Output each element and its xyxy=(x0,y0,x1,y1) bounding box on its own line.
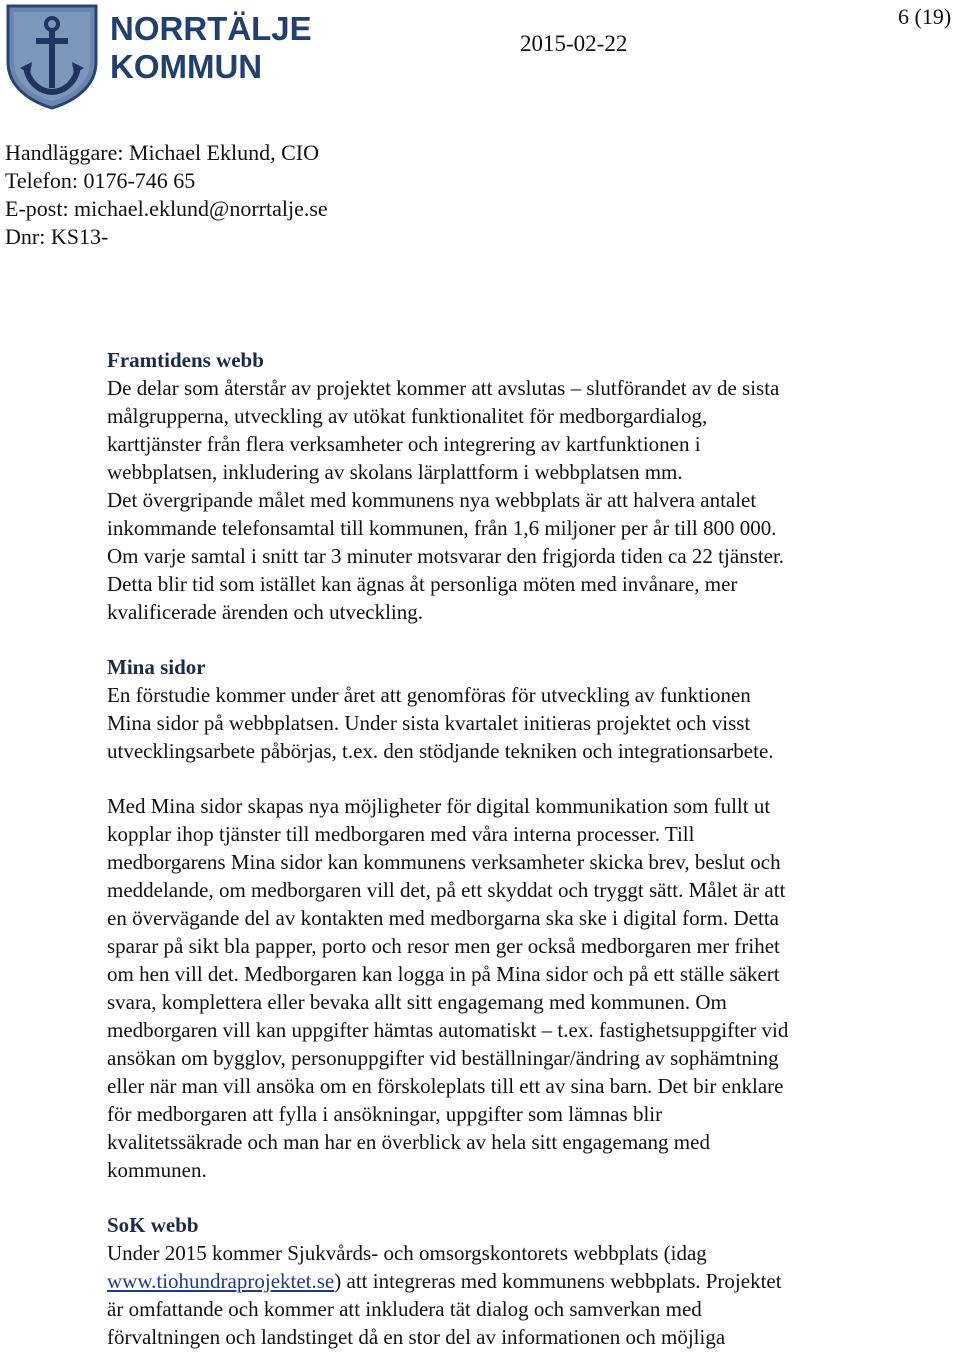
logo-line-2: KOMMUN xyxy=(110,48,263,85)
paragraph-line: Det övergripande målet med kommunens nya webbplats är att halvera antalet xyxy=(107,488,757,512)
heading-sok-webb: SoK webb xyxy=(107,1213,199,1237)
heading-framtidens-webb: Framtidens webb xyxy=(107,348,264,372)
paragraph-line: sparar på sikt bla papper, porto och resor men ger också medborgaren mer frihet xyxy=(107,934,780,958)
paragraph-line: för medborgaren att fylla i ansökningar, uppgifter som lämnas blir xyxy=(107,1102,663,1126)
logo-line-1: NORRTÄLJE xyxy=(110,10,312,47)
paragraph-text: ) att integreras med kommunens webbplats. Projektet xyxy=(334,1269,782,1293)
spacer xyxy=(107,1184,907,1211)
spacer xyxy=(107,765,907,792)
logo xyxy=(2,2,312,114)
document-body xyxy=(107,346,907,1351)
paragraph-line: En förstudie kommer under året att genomföras för utveckling av funktionen xyxy=(107,683,751,707)
spacer xyxy=(107,626,907,653)
paragraph-line: medborgaren vill kan uppgifter hämtas automatiskt – t.ex. fastighetsuppgifter vid xyxy=(107,1018,789,1042)
handler: Handläggare: Michael Eklund, CIO xyxy=(5,140,320,165)
paragraph-line-with-link xyxy=(107,1267,907,1295)
paragraph-line: meddelande, om medborgaren vill det, på ett skyddat och tryggt sätt. Målet är att xyxy=(107,878,786,902)
paragraph-line: kvalificerade ärenden och utveckling. xyxy=(107,600,424,624)
paragraph-line: Detta blir tid som istället kan ägnas åt personliga möten med invånare, mer xyxy=(107,572,738,596)
phone: Telefon: 0176-746 65 xyxy=(5,168,196,193)
dnr: Dnr: KS13- xyxy=(5,224,109,249)
heading-mina-sidor: Mina sidor xyxy=(107,655,206,679)
paragraph-line: inkommande telefonsamtal till kommunen, från 1,6 miljoner per år till 800 000. xyxy=(107,516,777,540)
paragraph-line: är omfattande och kommer att inkludera tät dialog och samverkan med xyxy=(107,1297,702,1321)
email: E-post: michael.eklund@norrtalje.se xyxy=(5,196,328,221)
coat-of-arms-icon xyxy=(2,2,102,110)
paragraph-line: om hen vill det. Medborgaren kan logga in på Mina sidor och på ett ställe säkert xyxy=(107,962,780,986)
paragraph-line: utvecklingsarbete påbörjas, t.ex. den stödjande tekniken och integrationsarbete. xyxy=(107,739,774,763)
paragraph-line: medborgarens Mina sidor kan kommunens verksamheter skicka brev, beslut och xyxy=(107,850,781,874)
paragraph-line: kopplar ihop tjänster till medborgaren med våra interna processer. Till xyxy=(107,822,695,846)
paragraph-line: förvaltningen och landstinget då en stor del av informationen och möjliga xyxy=(107,1325,726,1349)
paragraph-line: Med Mina sidor skapas nya möjligheter för digital kommunikation som fullt ut xyxy=(107,794,771,818)
paragraph-line: Mina sidor på webbplatsen. Under sista kvartalet initieras projektet och visst xyxy=(107,711,751,735)
paragraph-line: karttjänster från flera verksamheter och integrering av kartfunktionen i xyxy=(107,432,701,456)
paragraph-line: kommunen. xyxy=(107,1158,207,1182)
paragraph-line: webbplatsen, inkludering av skolans lärplattform i webbplatsen mm. xyxy=(107,460,683,484)
document-date: 2015-02-22 xyxy=(520,31,628,56)
paragraph-line: Om varje samtal i snitt tar 3 minuter motsvarar den frigjorda tiden ca 22 tjänster. xyxy=(107,544,785,568)
paragraph-line: eller när man vill ansöka om en förskoleplats till ett av sina barn. Det bir enklare xyxy=(107,1074,784,1098)
paragraph-line: ansökan om bygglov, personuppgifter vid beställningar/ändring av sophämtning xyxy=(107,1046,779,1070)
contact-block xyxy=(5,139,328,251)
paragraph-line: svara, komplettera eller bevaka allt sitt engagemang med kommunen. Om xyxy=(107,990,727,1014)
paragraph-line: en övervägande del av kontakten med medborgarna ska ske i digital form. Detta xyxy=(107,906,779,930)
paragraph-line: De delar som återstår av projektet kommer att avslutas – slutförandet av de sista xyxy=(107,376,780,400)
tiohundra-link[interactable]: www.tiohundraprojektet.se xyxy=(107,1269,335,1293)
page-number: 6 (19) xyxy=(898,4,952,29)
paragraph-line: kvalitetssäkrade och man har en överblick av hela sitt engagemang med xyxy=(107,1130,710,1154)
paragraph-line: Under 2015 kommer Sjukvårds- och omsorgskontorets webbplats (idag xyxy=(107,1241,707,1265)
paragraph-line: målgrupperna, utveckling av utökat funktionalitet för medborgardialog, xyxy=(107,404,708,428)
